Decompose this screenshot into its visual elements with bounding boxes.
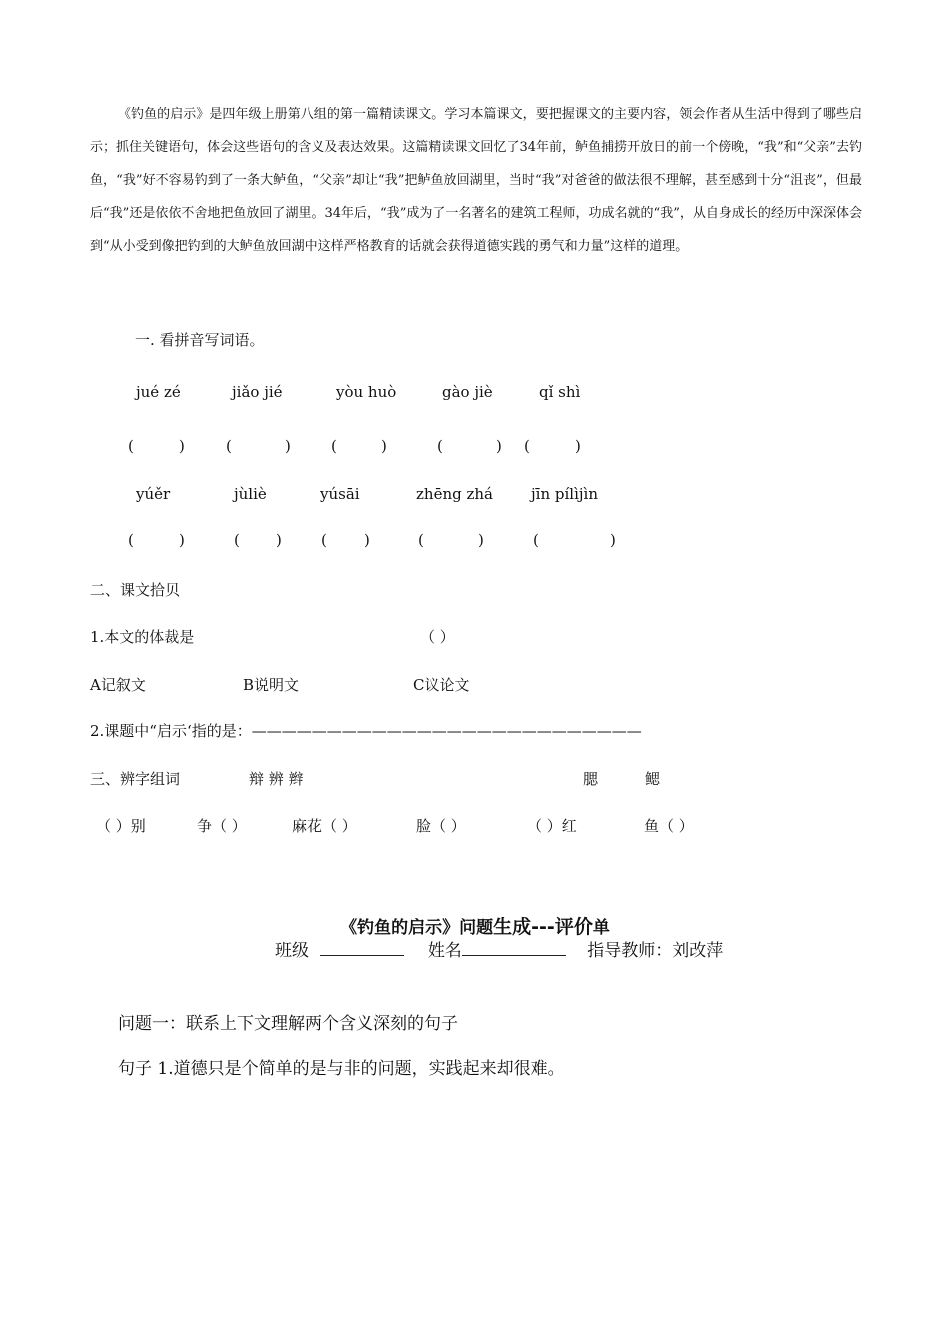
question-1 — [0, 626, 950, 648]
similar-char: 鳃 — [645, 770, 661, 788]
pinyin-row-2 — [0, 485, 950, 507]
pinyin-item: jiǎo jié — [232, 383, 283, 401]
word-group-blanks — [0, 815, 950, 837]
intro-paragraph: 《钓鱼的启示》是四年级上册第八组的第一篇精读课文。学习本篇课文，要把握课文的主要内容，领会作者从生活中得到了哪些启示；抓住关键语句，体会这些语句的含义及表达效果。这篇精读课文回忆了34年前，鲈鱼捕捞开放日的前一个傍晚，“我”和“父亲”去钓鱼，“我”好不容易钓到了一条大鲈鱼，“父亲”却让“我”把鲈鱼放回湖里，当时“我”对爸爸的做法很不理解，甚至感到十分“沮丧”，但最后“我”还是依依不舍地把鱼放回了湖里。34年后，“我”成为了一名著名的建筑工程师，功成名就的“我”，从自身成长的经历中深深体会到“从小受到像把钓到的大鲈鱼放回湖中这样严格教育的话就会获得道德实践的勇气和力量”这样的道理。 — [90, 107, 862, 254]
pinyin-item: yúěr — [136, 485, 171, 503]
word-group-item: 脸（ ） — [416, 817, 466, 835]
open-paren: ( — [321, 531, 327, 549]
name-label: 姓名 — [427, 941, 462, 961]
teacher-label: 指导教师：刘改萍 — [587, 941, 724, 961]
pinyin-item: jīn pílìjìn — [531, 485, 598, 503]
question-1-text: 1.本文的体裁是 — [90, 628, 195, 646]
pinyin-item: yòu huò — [336, 383, 397, 401]
close-paren: ) — [179, 437, 185, 455]
close-paren: ) — [276, 531, 282, 549]
open-paren: ( — [234, 531, 240, 549]
word-group-item: 鱼（ ） — [644, 817, 694, 835]
section1-heading: 一. 看拼音写词语。 — [135, 331, 265, 349]
student-info-line — [275, 936, 723, 961]
pinyin-item: gào jiè — [442, 383, 493, 401]
question-1-answer-blank: （ ） — [420, 628, 455, 646]
close-paren: ) — [285, 437, 291, 455]
word-group-item: 争（ ） — [197, 817, 247, 835]
open-paren: ( — [533, 531, 539, 549]
evaluation-sheet-title — [0, 912, 950, 939]
title-part: 生成---评价 — [493, 916, 593, 938]
open-paren: ( — [524, 437, 530, 455]
similar-chars-group-a: 辩 辨 辫 — [249, 770, 304, 788]
open-paren: ( — [331, 437, 337, 455]
word-group-item: （ ）红 — [527, 817, 577, 835]
option-b: B说明文 — [243, 676, 300, 694]
similar-char: 腮 — [583, 770, 599, 788]
answer-blanks-row-2 — [0, 531, 950, 553]
answer-blanks-row-1 — [0, 437, 950, 459]
title-part: 单 — [592, 918, 610, 938]
word-group-item: 麻花（ ） — [292, 817, 357, 835]
pinyin-item: jùliè — [234, 485, 267, 503]
open-paren: ( — [128, 531, 134, 549]
pinyin-item: zhēng zhá — [416, 485, 493, 503]
close-paren: ) — [179, 531, 185, 549]
section2-heading: 二、课文拾贝 — [90, 581, 181, 599]
title-part: 《钓鱼的启示》问题 — [340, 918, 494, 938]
close-paren: ) — [364, 531, 370, 549]
pinyin-item: jué zé — [136, 383, 181, 401]
question-2: 2.课题中“启示‘指的是：—————————————————————————— — [90, 722, 642, 740]
class-blank[interactable] — [320, 937, 404, 956]
name-blank[interactable] — [462, 937, 566, 956]
pinyin-row-1 — [0, 383, 950, 405]
sentence-1: 句子 1.道德只是个简单的是与非的问题，实践起来却很难。 — [118, 1059, 565, 1079]
open-paren: ( — [128, 437, 134, 455]
option-a: A记叙文 — [90, 676, 146, 694]
close-paren: ) — [610, 531, 616, 549]
question-one-heading: 问题一：联系上下文理解两个含义深刻的句子 — [118, 1014, 458, 1034]
word-group-item: （ ）别 — [96, 817, 146, 835]
pinyin-item: qǐ shì — [539, 383, 581, 401]
close-paren: ) — [496, 437, 502, 455]
section3-heading: 三、辨字组词 — [90, 770, 181, 788]
class-label: 班级 — [275, 941, 309, 961]
open-paren: ( — [437, 437, 443, 455]
option-c: C议论文 — [413, 676, 470, 694]
open-paren: ( — [418, 531, 424, 549]
open-paren: ( — [226, 437, 232, 455]
pinyin-item: yúsāi — [320, 485, 360, 503]
section3-heading-row — [0, 768, 950, 790]
close-paren: ) — [381, 437, 387, 455]
close-paren: ) — [575, 437, 581, 455]
question-1-options — [0, 674, 950, 696]
close-paren: ) — [478, 531, 484, 549]
